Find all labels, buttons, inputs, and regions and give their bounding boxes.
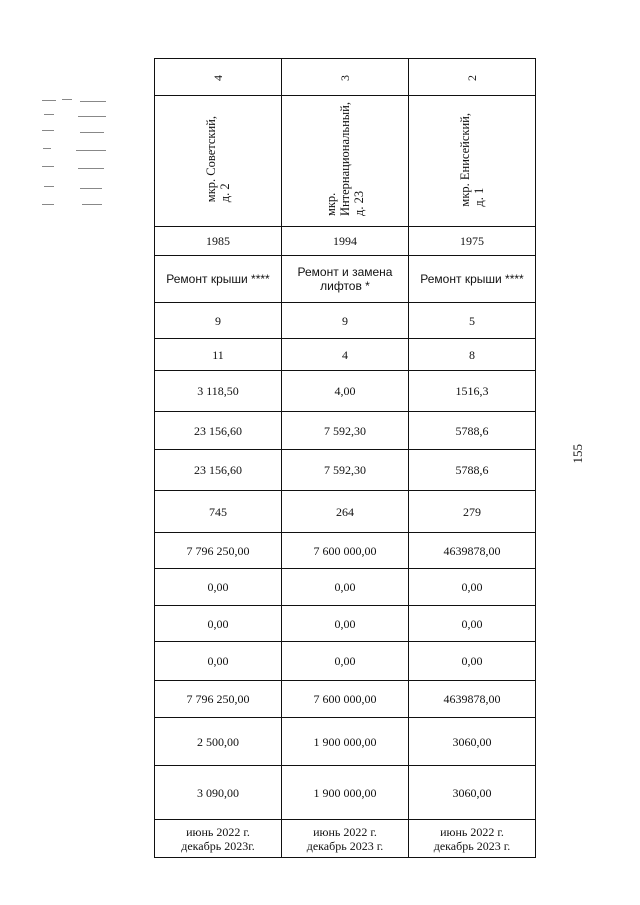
residents-cell: 745 <box>155 491 282 533</box>
area-cell: 7 592,30 <box>282 412 409 450</box>
table-row-floors <box>155 303 536 339</box>
entrances-cell: 11 <box>155 339 282 371</box>
entrances-cell: 8 <box>409 339 536 371</box>
funds-cell: 0,00 <box>155 642 282 681</box>
table-row-area-3 <box>155 450 536 491</box>
funds-cell: 0,00 <box>282 606 409 642</box>
unit-cost-cell: 3060,00 <box>409 718 536 766</box>
funds-cell: 0,00 <box>155 569 282 606</box>
period-cell: июнь 2022 г. декабрь 2023 г. <box>282 820 409 858</box>
funds-cell: 4639878,00 <box>409 681 536 718</box>
page-number: 155 <box>570 444 585 464</box>
table-row-residents <box>155 491 536 533</box>
address-cell: мкр. Енисейский, д. 1 <box>458 112 486 207</box>
table-row-funds-4 <box>155 681 536 718</box>
table-row-funds-2 <box>155 606 536 642</box>
area-cell: 5788,6 <box>409 450 536 491</box>
address-cell: мкр. Советский, д. 2 <box>204 116 232 203</box>
area-cell: 23 156,60 <box>155 412 282 450</box>
table-row-funds-1 <box>155 569 536 606</box>
housing-repair-table <box>154 58 536 858</box>
area-cell: 3 118,50 <box>155 371 282 412</box>
residents-cell: 264 <box>282 491 409 533</box>
table-row-period <box>155 820 536 858</box>
work-type-cell: Ремонт и замена лифтов * <box>282 256 409 303</box>
period-cell: июнь 2022 г. декабрь 2023 г. <box>409 820 536 858</box>
funds-cell: 0,00 <box>155 606 282 642</box>
column-number-cell: 3 <box>338 75 352 81</box>
funds-cell: 7 796 250,00 <box>155 681 282 718</box>
cost-total-cell: 7 796 250,00 <box>155 533 282 569</box>
period-cell: июнь 2022 г. декабрь 2023г. <box>155 820 282 858</box>
area-cell: 23 156,60 <box>155 450 282 491</box>
year-cell: 1985 <box>155 227 282 256</box>
column-number-cell: 2 <box>465 75 479 81</box>
area-cell: 7 592,30 <box>282 450 409 491</box>
table-row-unit-cost <box>155 718 536 766</box>
table-row-number <box>155 59 536 96</box>
table-row-work-type <box>155 256 536 303</box>
year-cell: 1975 <box>409 227 536 256</box>
table-row-address <box>155 96 536 227</box>
column-number-cell: 4 <box>211 75 225 81</box>
floors-cell: 5 <box>409 303 536 339</box>
max-cost-cell: 3 090,00 <box>155 766 282 820</box>
funds-cell: 0,00 <box>409 606 536 642</box>
floors-cell: 9 <box>155 303 282 339</box>
unit-cost-cell: 1 900 000,00 <box>282 718 409 766</box>
funds-cell: 0,00 <box>282 642 409 681</box>
work-type-cell: Ремонт крыши **** <box>409 256 536 303</box>
funds-cell: 0,00 <box>409 569 536 606</box>
table-row-entrances <box>155 339 536 371</box>
address-cell: мкр. Интернациональный, д. 23 <box>324 102 366 217</box>
table-row-area-1 <box>155 371 536 412</box>
faint-stamp-mark <box>40 96 110 208</box>
table-row-max-cost <box>155 766 536 820</box>
funds-cell: 0,00 <box>282 569 409 606</box>
cost-total-cell: 4639878,00 <box>409 533 536 569</box>
area-cell: 1516,3 <box>409 371 536 412</box>
funds-cell: 0,00 <box>409 642 536 681</box>
unit-cost-cell: 2 500,00 <box>155 718 282 766</box>
table-row-funds-3 <box>155 642 536 681</box>
max-cost-cell: 3060,00 <box>409 766 536 820</box>
table-row-area-2 <box>155 412 536 450</box>
floors-cell: 9 <box>282 303 409 339</box>
max-cost-cell: 1 900 000,00 <box>282 766 409 820</box>
work-type-cell: Ремонт крыши **** <box>155 256 282 303</box>
area-cell: 5788,6 <box>409 412 536 450</box>
funds-cell: 7 600 000,00 <box>282 681 409 718</box>
entrances-cell: 4 <box>282 339 409 371</box>
residents-cell: 279 <box>409 491 536 533</box>
area-cell: 4,00 <box>282 371 409 412</box>
year-cell: 1994 <box>282 227 409 256</box>
cost-total-cell: 7 600 000,00 <box>282 533 409 569</box>
table-row-cost-total <box>155 533 536 569</box>
table-row-year <box>155 227 536 256</box>
